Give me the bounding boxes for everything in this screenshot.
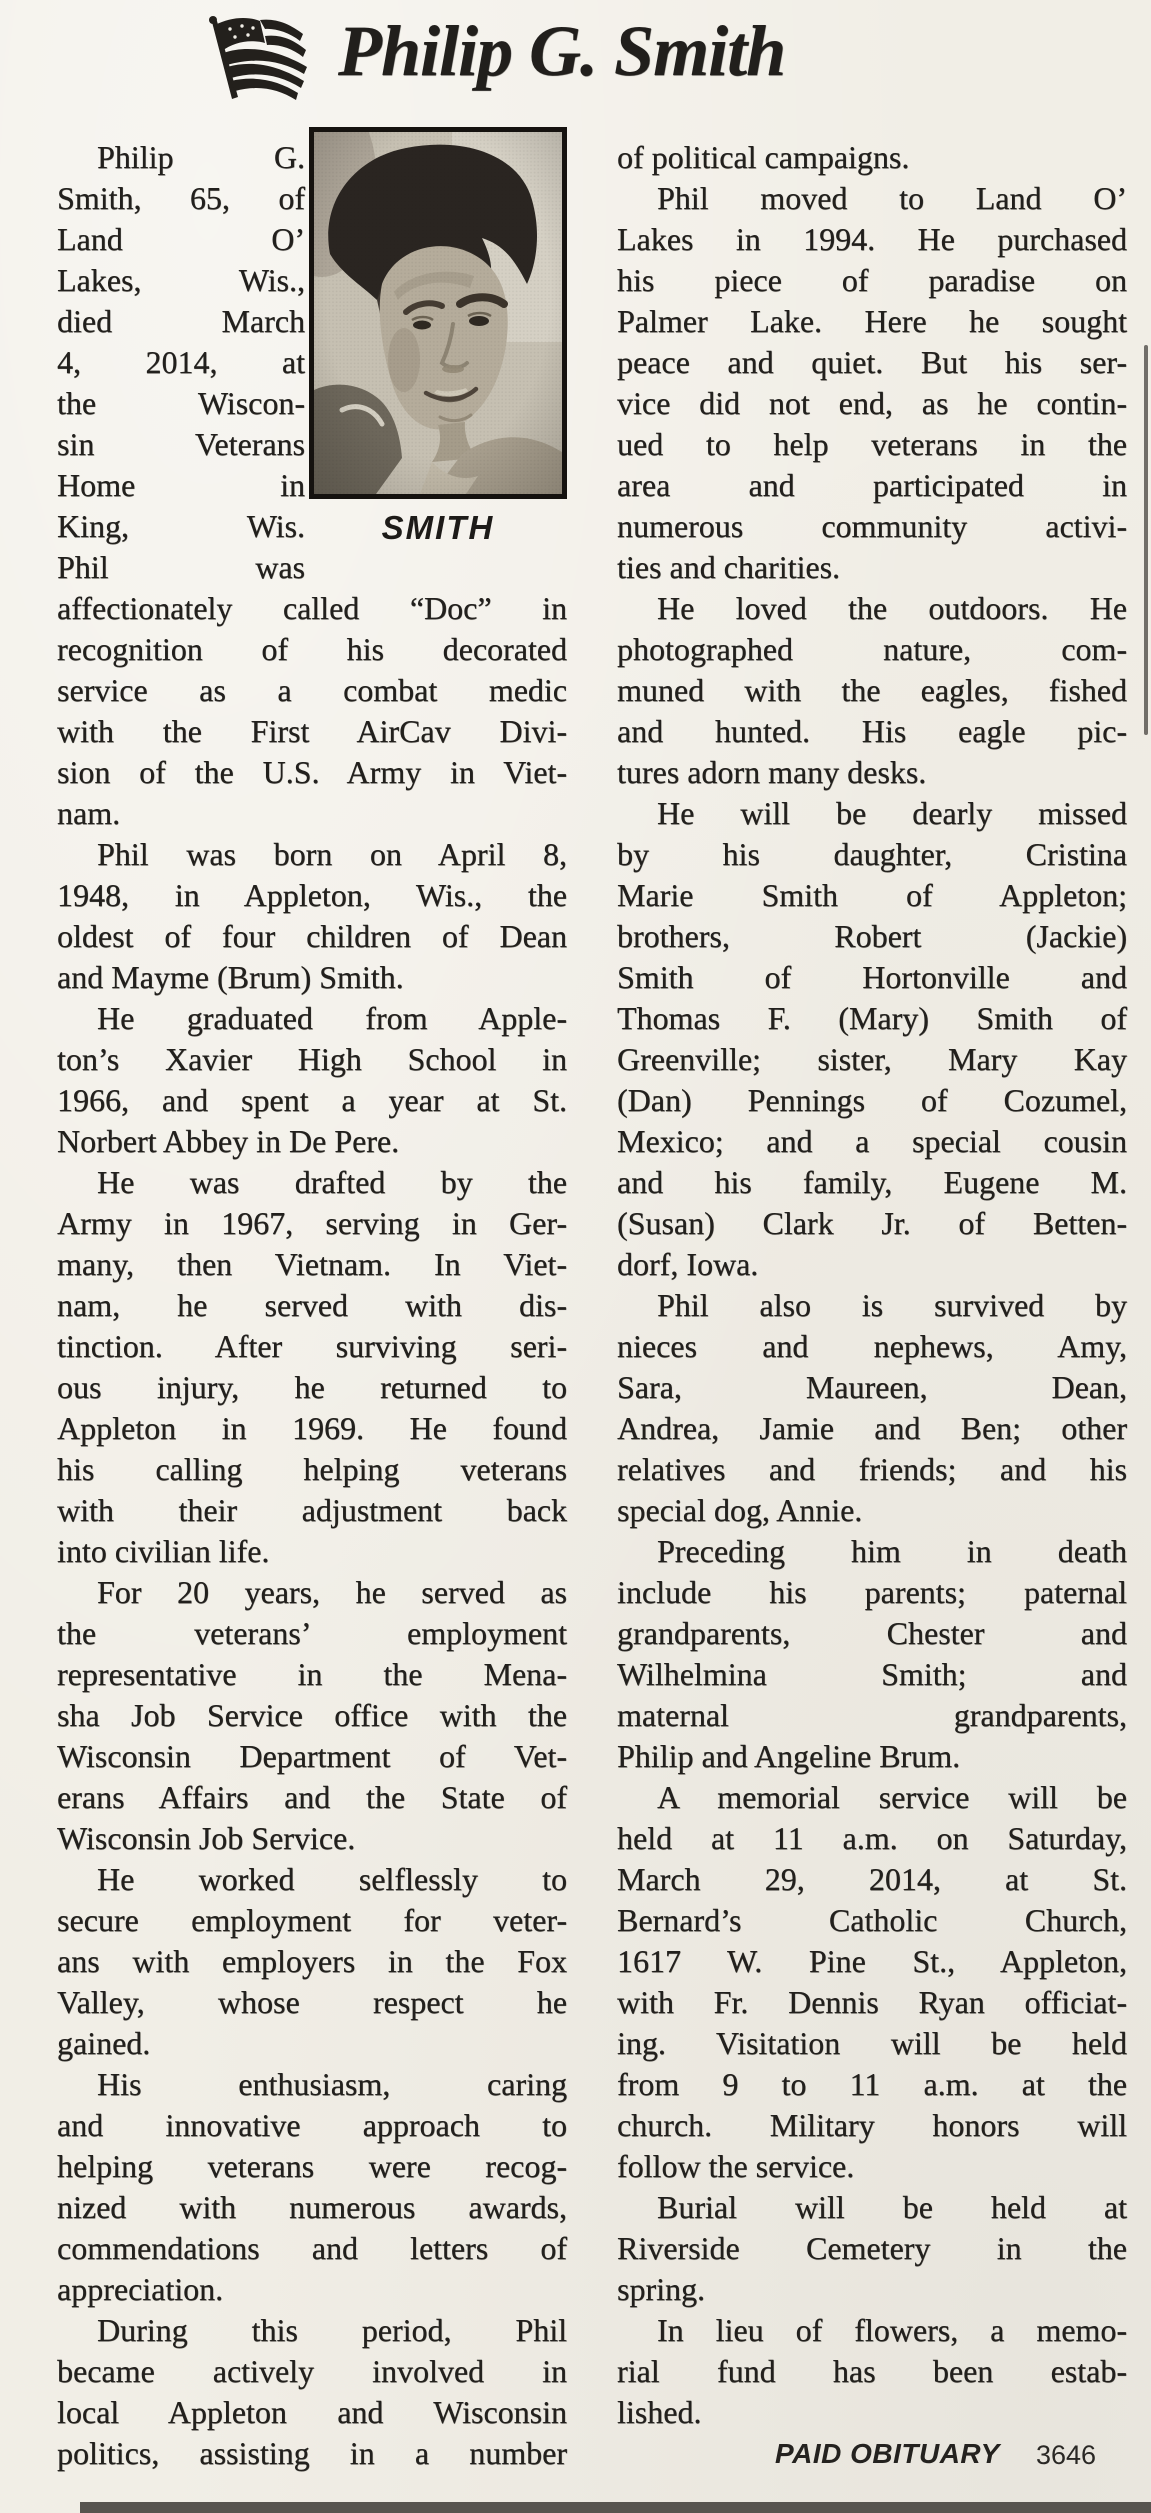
text-line: Riverside Cemetery in the	[617, 2230, 1127, 2266]
text-line: Preceding him in death	[657, 1533, 1127, 1569]
left-column	[57, 137, 567, 2474]
text-line: from 9 to 11 a.m. at the	[617, 2066, 1127, 2102]
text-line: During this period, Phil	[97, 2312, 567, 2348]
text-line: Marie Smith of Appleton;	[617, 877, 1127, 913]
paragraph	[57, 2064, 567, 2310]
text-line: Burial will be held at	[657, 2189, 1127, 2225]
text-line: nieces and nephews, Amy,	[617, 1328, 1127, 1364]
text-line: (Susan) Clark Jr. of Betten-	[617, 1205, 1127, 1241]
text-line: A memorial service will be	[657, 1779, 1127, 1815]
text-line: service as a combat medic	[57, 672, 567, 708]
text-line: Appleton in 1969. He found	[57, 1410, 567, 1446]
text-line: ton’s Xavier High School in	[57, 1041, 567, 1077]
photo-caption: SMITH	[381, 509, 495, 546]
text-line: For 20 years, he served as	[97, 1574, 567, 1610]
text-line: vice did not end, as he contin-	[617, 385, 1127, 421]
text-line: Greenville; sister, Mary Kay	[617, 1041, 1127, 1077]
text-line: appreciation.	[57, 2271, 224, 2307]
paragraph	[617, 1285, 1127, 1531]
text-line: affectionately called “Doc” in	[57, 590, 567, 626]
paragraph	[617, 2187, 1127, 2310]
text-line: follow the service.	[617, 2148, 855, 2184]
paragraph	[57, 1162, 567, 1572]
paragraph	[617, 1531, 1127, 1777]
scan-bottom-bar	[80, 2502, 1151, 2513]
text-line: ing. Visitation will be held	[617, 2025, 1127, 2061]
paragraph	[617, 588, 1127, 793]
text-line: nam.	[57, 795, 121, 831]
paragraph	[57, 834, 567, 998]
text-line: gained.	[57, 2025, 151, 2061]
text-line: ans with employers in the Fox	[57, 1943, 567, 1979]
text-line: Valley, whose respect he	[57, 1984, 567, 2020]
text-line: Smith, 65, of	[57, 180, 305, 216]
text-line: Wilhelmina Smith; and	[617, 1656, 1127, 1692]
text-line: Wisconsin Job Service.	[57, 1820, 356, 1856]
text-line: local Appleton and Wisconsin	[57, 2394, 567, 2430]
text-line: recognition of his decorated	[57, 631, 567, 667]
text-line: dorf, Iowa.	[617, 1246, 759, 1282]
text-line: photographed nature, com-	[617, 631, 1127, 667]
text-line: sion of the U.S. Army in Viet-	[57, 754, 567, 790]
text-line: with their adjustment back	[57, 1492, 567, 1528]
text-line: Philip G.	[97, 139, 305, 175]
obituary-number: 3646	[1036, 2440, 1097, 2470]
text-line: nam, he served with dis-	[57, 1287, 567, 1323]
text-line: 4, 2014, at	[57, 344, 305, 380]
text-line: lished.	[617, 2394, 702, 2430]
paragraph	[617, 1777, 1127, 2187]
text-line: Lakes, Wis.,	[57, 262, 305, 298]
text-line: and Mayme (Brum) Smith.	[57, 959, 404, 995]
text-line: Wisconsin Department of Vet-	[57, 1738, 567, 1774]
article-body	[57, 137, 1127, 2474]
text-line: Mexico; and a special cousin	[617, 1123, 1127, 1159]
text-line: into civilian life.	[57, 1533, 270, 1569]
text-line: He loved the outdoors. He	[657, 590, 1127, 626]
text-line: muned with the eagles, fished	[617, 672, 1127, 708]
paragraph	[617, 2310, 1127, 2433]
scan-edge-line	[1144, 345, 1148, 735]
text-line: peace and quiet. But his ser-	[617, 344, 1127, 380]
text-line: commendations and letters of	[57, 2230, 567, 2266]
portrait-figure	[309, 127, 567, 578]
text-line: erans Affairs and the State of	[57, 1779, 567, 1815]
text-line: Palmer Lake. Here he sought	[617, 303, 1127, 339]
text-line: Phil was	[57, 549, 305, 585]
text-line: relatives and friends; and his	[617, 1451, 1127, 1487]
text-line: tures adorn many desks.	[617, 754, 927, 790]
text-line: with the First AirCav Divi-	[57, 713, 567, 749]
text-line: grandparents, Chester and	[617, 1615, 1127, 1651]
text-line: Phil also is survived by	[657, 1287, 1127, 1323]
american-flag-icon	[202, 13, 314, 107]
paid-obituary-label: PAID OBITUARY	[775, 2438, 1000, 2469]
text-line: Smith of Hortonville and	[617, 959, 1127, 995]
text-line: special dog, Annie.	[617, 1492, 863, 1528]
text-line: and hunted. His eagle pic-	[617, 713, 1127, 749]
text-line: Philip and Angeline Brum.	[617, 1738, 961, 1774]
text-line: oldest of four children of Dean	[57, 918, 567, 954]
paragraph	[57, 1859, 567, 2064]
portrait-photo	[309, 127, 567, 499]
text-line: ued to help veterans in the	[617, 426, 1127, 462]
text-line: 1948, in Appleton, Wis., the	[57, 877, 567, 913]
text-line: Norbert Abbey in De Pere.	[57, 1123, 400, 1159]
text-line: (Dan) Pennings of Cozumel,	[617, 1082, 1127, 1118]
text-line: held at 11 a.m. on Saturday,	[617, 1820, 1127, 1856]
text-line: rial fund has been estab-	[617, 2353, 1127, 2389]
text-line: March 29, 2014, at St.	[617, 1861, 1127, 1897]
text-line: by his daughter, Cristina	[617, 836, 1127, 872]
right-column	[617, 137, 1127, 2474]
text-line: died March	[57, 303, 305, 339]
text-line: Phil moved to Land O’	[657, 180, 1127, 216]
text-line: Bernard’s Catholic Church,	[617, 1902, 1127, 1938]
text-line: He worked selflessly to	[97, 1861, 567, 1897]
text-line: Home in	[57, 467, 305, 503]
text-line: Phil was born on April 8,	[97, 836, 567, 872]
text-line: nized with numerous awards,	[57, 2189, 567, 2225]
text-line: of political campaigns.	[617, 139, 910, 175]
text-line: sha Job Service office with the	[57, 1697, 567, 1733]
text-line: ties and charities.	[617, 549, 841, 585]
text-line: In lieu of flowers, a memo-	[657, 2312, 1127, 2348]
text-line: Andrea, Jamie and Ben; other	[617, 1410, 1127, 1446]
text-line: He graduated from Apple-	[97, 1000, 567, 1036]
text-line: spring.	[617, 2271, 705, 2307]
text-line: Lakes in 1994. He purchased	[617, 221, 1127, 257]
text-line: Thomas F. (Mary) Smith of	[617, 1000, 1127, 1036]
text-line: many, then Vietnam. In Viet-	[57, 1246, 567, 1282]
text-line: church. Military honors will	[617, 2107, 1127, 2143]
text-line: and innovative approach to	[57, 2107, 567, 2143]
text-line: politics, assisting in a number	[57, 2435, 567, 2471]
text-line: and his family, Eugene M.	[617, 1164, 1127, 1200]
text-line: Army in 1967, serving in Ger-	[57, 1205, 567, 1241]
text-line: He was drafted by the	[97, 1164, 567, 1200]
text-line: ous injury, he returned to	[57, 1369, 567, 1405]
text-line: King, Wis.	[57, 508, 305, 544]
text-line: tinction. After surviving seri-	[57, 1328, 567, 1364]
text-line: include his parents; paternal	[617, 1574, 1127, 1610]
paragraph	[57, 2310, 567, 2474]
paragraph	[617, 793, 1127, 1285]
text-line: His enthusiasm, caring	[97, 2066, 567, 2102]
text-line: maternal grandparents,	[617, 1697, 1127, 1733]
text-line: helping veterans were recog-	[57, 2148, 567, 2184]
text-line: secure employment for veter-	[57, 1902, 567, 1938]
text-line: representative in the Mena-	[57, 1656, 567, 1692]
paragraph	[57, 998, 567, 1162]
paragraph	[617, 137, 1127, 178]
text-line: 1966, and spent a year at St.	[57, 1082, 567, 1118]
text-line: with Fr. Dennis Ryan officiat-	[617, 1984, 1127, 2020]
page-title: Philip G. Smith	[338, 11, 786, 91]
text-line: the Wiscon-	[57, 385, 305, 421]
text-line: his calling helping veterans	[57, 1451, 567, 1487]
text-line: sin Veterans	[57, 426, 305, 462]
paragraph	[57, 1572, 567, 1859]
text-line: He will be dearly missed	[657, 795, 1127, 831]
text-line: his piece of paradise on	[617, 262, 1127, 298]
text-line: became actively involved in	[57, 2353, 567, 2389]
text-line: numerous community activi-	[617, 508, 1127, 544]
text-line: Land O’	[57, 221, 305, 257]
paragraph	[617, 178, 1127, 588]
text-line: Sara, Maureen, Dean,	[617, 1369, 1127, 1405]
text-line: area and participated in	[617, 467, 1127, 503]
text-line: 1617 W. Pine St., Appleton,	[617, 1943, 1127, 1979]
text-line: the veterans’ employment	[57, 1615, 567, 1651]
text-line: brothers, Robert (Jackie)	[617, 918, 1127, 954]
